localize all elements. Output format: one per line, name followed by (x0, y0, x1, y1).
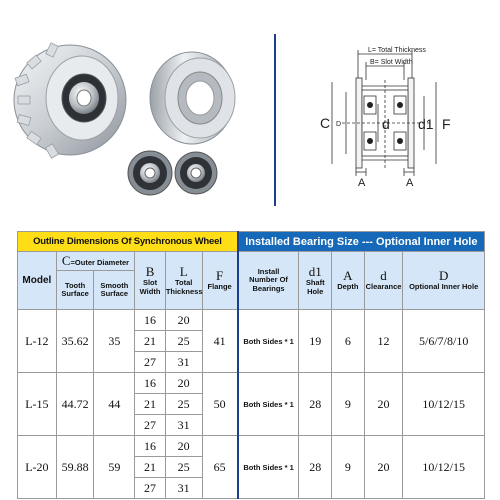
label-B: B= Slot Width (370, 59, 413, 66)
cell-total-thickness: 25 (165, 457, 202, 478)
col-header-d-sub: Clearance (365, 282, 402, 292)
smooth-pulley (150, 52, 235, 144)
col-header-L-sub: Total Thickness (165, 278, 203, 296)
cell-total-thickness: 25 (165, 331, 202, 352)
cell-total-thickness: 31 (165, 415, 202, 436)
cell-shaft-hole: 28 (299, 436, 332, 499)
cell-install: Both Sides * 1 (238, 373, 299, 436)
cell-model: L-20 (18, 436, 57, 499)
header-outline-dimensions: Outline Dimensions Of Synchronous Wheel (18, 232, 238, 252)
col-header-F: F (216, 268, 224, 284)
cell-smooth: 59 (94, 436, 135, 499)
cell-depth: 9 (332, 436, 365, 499)
table-row (18, 373, 485, 394)
label-d1: d1 (418, 116, 434, 132)
cell-depth: 9 (332, 373, 365, 436)
bearing-icon (128, 151, 172, 195)
cell-flange: 50 (202, 373, 238, 436)
label-D-small: D (336, 121, 342, 128)
cell-slot-width: 27 (135, 478, 166, 499)
col-header-D: D (438, 268, 449, 284)
cell-total-thickness: 31 (165, 352, 202, 373)
cell-total-thickness: 31 (165, 478, 202, 499)
cell-slot-width: 21 (135, 331, 166, 352)
col-header-d: d (380, 268, 387, 284)
specification-table-wrapper (17, 231, 485, 499)
cell-tooth: 59.88 (56, 436, 94, 499)
cell-tooth: 44.72 (56, 373, 94, 436)
cell-total-thickness: 20 (165, 310, 202, 331)
label-C: C (320, 115, 331, 131)
cell-slot-width: 16 (135, 310, 166, 331)
label-A-left: A (358, 177, 366, 189)
pulley-dimension-diagram (312, 40, 484, 190)
col-header-install: Install (257, 266, 280, 276)
cell-model: L-15 (18, 373, 57, 436)
col-header-tooth: Tooth Surface (61, 280, 89, 298)
cell-shaft-hole: 19 (299, 310, 332, 373)
cell-total-thickness: 20 (165, 436, 202, 457)
col-header-L: L (179, 264, 188, 279)
cell-clearance: 12 (364, 310, 403, 373)
specification-table (17, 231, 485, 499)
cell-install: Both Sides * 1 (238, 310, 299, 373)
cell-slot-width: 16 (135, 436, 166, 457)
cell-slot-width: 16 (135, 373, 166, 394)
col-header-A: A (343, 268, 353, 284)
cell-clearance: 20 (364, 436, 403, 499)
cell-optional-inner-hole: 5/6/7/8/10 (403, 310, 485, 373)
col-header-F-sub: Flange (207, 282, 232, 292)
cell-model: L-12 (18, 310, 57, 373)
col-header-D-sub: Optional Inner Hole (409, 282, 479, 292)
cell-smooth: 35 (94, 310, 135, 373)
bearing-icon (175, 152, 217, 194)
cell-slot-width: 27 (135, 415, 166, 436)
col-header-d1-sub: Shaft Hole (305, 278, 325, 296)
col-header-d1: d1 (308, 264, 322, 279)
cell-optional-inner-hole: 10/12/15 (403, 373, 485, 436)
col-header-B: B (145, 264, 155, 279)
cell-clearance: 20 (364, 373, 403, 436)
cell-flange: 65 (202, 436, 238, 499)
col-header-C: C=Outer Diameter (61, 253, 130, 268)
cell-tooth: 35.62 (56, 310, 94, 373)
toothed-pulley (14, 43, 126, 158)
section-divider (274, 34, 276, 206)
cell-shaft-hole: 28 (299, 373, 332, 436)
cell-depth: 6 (332, 310, 365, 373)
cell-total-thickness: 20 (165, 373, 202, 394)
table-row (18, 310, 485, 331)
label-d: d (382, 116, 390, 132)
col-header-install-sub: Number Of Bearings (249, 275, 288, 293)
col-header-B-sub: Slot Width (139, 278, 161, 296)
cell-install: Both Sides * 1 (238, 436, 299, 499)
cell-flange: 41 (202, 310, 238, 373)
cell-slot-width: 21 (135, 394, 166, 415)
cell-smooth: 44 (94, 373, 135, 436)
cell-total-thickness: 25 (165, 394, 202, 415)
col-header-A-sub: Depth (337, 282, 359, 292)
header-installed-bearing: Installed Bearing Size --- Optional Inner Hole (238, 232, 485, 252)
cell-slot-width: 21 (135, 457, 166, 478)
cell-slot-width: 27 (135, 352, 166, 373)
label-A-right: A (406, 177, 414, 189)
label-L: L= Total Thickness (368, 47, 426, 54)
cell-optional-inner-hole: 10/12/15 (403, 436, 485, 499)
label-F: F (442, 116, 451, 132)
col-header-smooth: Smooth Surface (100, 280, 129, 298)
col-header-model: Model (18, 252, 57, 310)
pulley-product-photo (0, 30, 265, 200)
table-row (18, 436, 485, 457)
